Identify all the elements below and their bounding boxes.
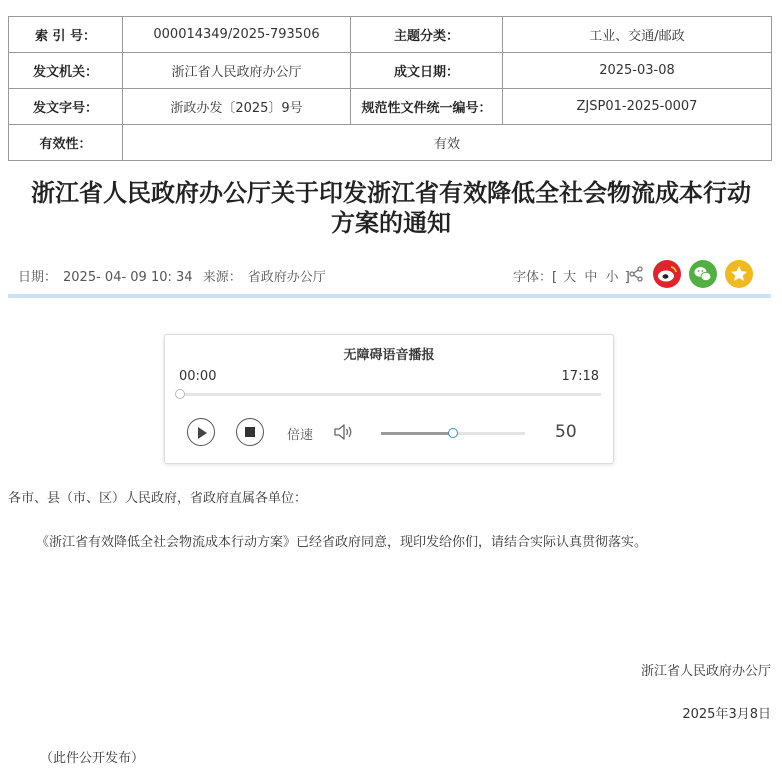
validity-label: 有效性： xyxy=(9,125,123,161)
page-title xyxy=(0,178,782,238)
font-size-selector xyxy=(513,266,630,285)
volume-slider[interactable] xyxy=(381,432,525,435)
publish-source: 省政府办公厅 xyxy=(247,270,326,285)
font-size-large[interactable]: 大 xyxy=(563,270,577,285)
stop-button[interactable] xyxy=(236,418,264,446)
unified-code-label: 规范性文件统一编号： xyxy=(351,89,503,125)
issuing-agency-label: 发文机关： xyxy=(9,53,123,89)
metadata-table xyxy=(8,16,772,161)
meta-row xyxy=(9,53,772,89)
document-number-label: 发文字号： xyxy=(9,89,123,125)
written-date-value: 2025-03-08 xyxy=(503,53,772,89)
volume-value: 50 xyxy=(555,422,577,442)
current-time: 00:00 xyxy=(179,369,217,384)
index-number-label: 索 引 号： xyxy=(9,17,123,53)
index-number-value: 000014349/2025-793506 xyxy=(123,17,351,53)
date-label: 日期： xyxy=(18,270,58,285)
font-bracket-open: [ xyxy=(552,270,558,285)
page-title-line-1: 浙江省人民政府办公厅关于印发浙江省有效降低全社会物流成本行动 xyxy=(31,179,751,207)
unified-code-value: ZJSP01-2025-0007 xyxy=(503,89,772,125)
signature: 浙江省人民政府办公厅 xyxy=(640,664,771,679)
play-button[interactable] xyxy=(187,418,215,446)
page-title-line-2: 方案的通知 xyxy=(331,209,451,237)
validity-value: 有效 xyxy=(123,125,772,161)
speed-button[interactable]: 倍速 xyxy=(287,428,314,443)
progress-knob[interactable] xyxy=(175,389,185,399)
article-info-bar xyxy=(8,258,771,292)
written-date-label: 成文日期： xyxy=(351,53,503,89)
weibo-icon[interactable] xyxy=(653,260,681,288)
publish-date: 2025- 04- 09 10: 34 xyxy=(63,270,193,285)
notice-paragraph: 《浙江省有效降低全社会物流成本行动方案》已经省政府同意，现印发给你们，请结合实际认真贯彻落实。 xyxy=(36,535,648,550)
publish-info xyxy=(18,266,332,285)
signature-date: 2025年3月8日 xyxy=(682,707,771,722)
favorite-icon[interactable] xyxy=(725,260,753,288)
share-icon[interactable] xyxy=(628,266,646,284)
volume-icon[interactable] xyxy=(332,421,354,443)
meta-row xyxy=(9,89,772,125)
progress-bar[interactable] xyxy=(179,393,601,396)
divider xyxy=(8,294,771,298)
stop-icon xyxy=(245,427,255,437)
volume-knob[interactable] xyxy=(448,428,458,438)
play-icon xyxy=(198,427,207,439)
meta-row xyxy=(9,125,772,161)
publish-note: （此件公开发布） xyxy=(40,751,145,766)
issuing-agency-value: 浙江省人民政府办公厅 xyxy=(123,53,351,89)
meta-row xyxy=(9,17,772,53)
player-title: 无障碍语音播报 xyxy=(343,348,435,363)
document-number-value: 浙政办发〔2025〕9号 xyxy=(123,89,351,125)
duration: 17:18 xyxy=(561,369,599,384)
volume-fill xyxy=(381,432,453,435)
topic-category-value: 工业、交通/邮政 xyxy=(503,17,772,53)
font-bracket-close: ] xyxy=(624,270,630,285)
source-label: 来源： xyxy=(202,270,242,285)
font-size-small[interactable]: 小 xyxy=(605,270,619,285)
audio-player xyxy=(164,334,614,464)
topic-category-label: 主题分类： xyxy=(351,17,503,53)
font-size-medium[interactable]: 中 xyxy=(584,270,598,285)
salutation: 各市、县（市、区）人民政府，省政府直属各单位： xyxy=(8,491,308,506)
font-size-label: 字体： xyxy=(513,270,553,285)
wechat-icon[interactable] xyxy=(689,260,717,288)
